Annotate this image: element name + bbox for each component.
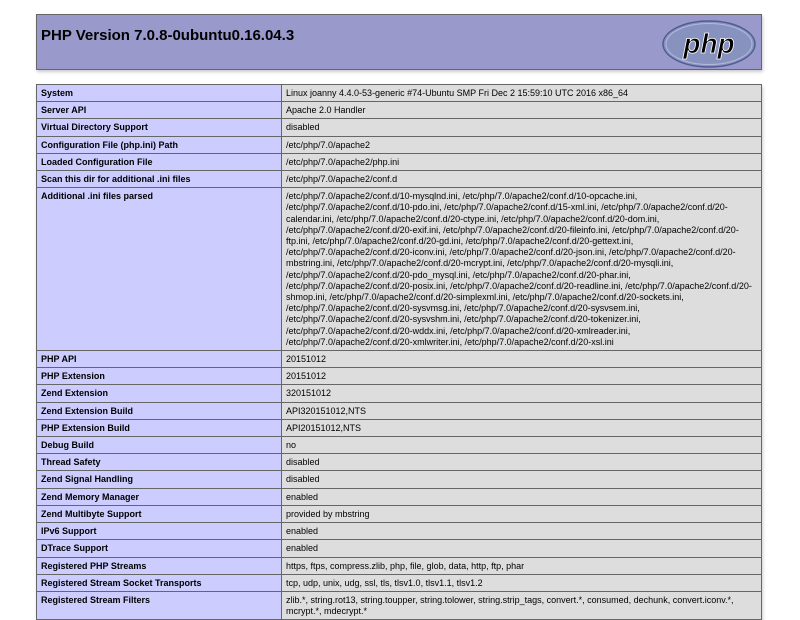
table-row — [37, 136, 762, 153]
row-key: IPv6 Support — [37, 523, 282, 540]
row-key: Zend Multibyte Support — [37, 505, 282, 522]
table-row — [37, 454, 762, 471]
row-value: API20151012,NTS — [282, 419, 762, 436]
table-row — [37, 488, 762, 505]
page-title: PHP Version 7.0.8-0ubuntu0.16.04.3 — [41, 27, 295, 44]
table-row — [37, 351, 762, 368]
row-key: Zend Signal Handling — [37, 471, 282, 488]
row-value: 20151012 — [282, 351, 762, 368]
row-key: Zend Memory Manager — [37, 488, 282, 505]
row-key: Virtual Directory Support — [37, 119, 282, 136]
row-value: enabled — [282, 488, 762, 505]
table-row — [37, 557, 762, 574]
php-logo-text: php — [683, 28, 735, 59]
row-key: System — [37, 85, 282, 102]
row-key: Configuration File (php.ini) Path — [37, 136, 282, 153]
row-key: Thread Safety — [37, 454, 282, 471]
info-table — [36, 84, 762, 620]
row-value: no — [282, 437, 762, 454]
row-value: Linux joanny 4.4.0-53-generic #74-Ubuntu SMP Fri Dec 2 15:59:10 UTC 2016 x86_64 — [282, 85, 762, 102]
table-row — [37, 188, 762, 351]
row-key: Scan this dir for additional .ini files — [37, 171, 282, 188]
row-key: Additional .ini files parsed — [37, 188, 282, 351]
row-value: /etc/php/7.0/apache2 — [282, 136, 762, 153]
row-key: PHP Extension Build — [37, 419, 282, 436]
row-value: zlib.*, string.rot13, string.toupper, string.tolower, string.strip_tags, convert.*, consumed, dechunk, convert.iconv.*, mcrypt.*, mdecrypt.* — [282, 591, 762, 619]
table-row — [37, 574, 762, 591]
row-value: tcp, udp, unix, udg, ssl, tls, tlsv1.0, tlsv1.1, tlsv1.2 — [282, 574, 762, 591]
row-key: PHP Extension — [37, 368, 282, 385]
row-key: Registered PHP Streams — [37, 557, 282, 574]
php-logo — [661, 19, 757, 69]
row-key: Registered Stream Socket Transports — [37, 574, 282, 591]
row-value: /etc/php/7.0/apache2/conf.d/10-mysqlnd.ini, /etc/php/7.0/apache2/conf.d/10-opcache.ini, /etc/php/7.0/apache2/conf.d/10-pdo.ini, /etc/php/7.0/apache2/conf.d/15-xml.ini, /etc/php/7.0/apache2/conf.d/20-calendar.ini, /etc/php/7.0/apache2/conf.d/20-ctype.ini, /etc/php/7.0/apache2/conf.d/20-dom.ini, /etc/php/7.0/apache2/conf.d/20-exif.ini, /etc/php/7.0/apache2/conf.d/20-fileinfo.ini, /etc/php/7.0/apache2/conf.d/20-ftp.ini, /etc/php/7.0/apache2/conf.d/20-gd.ini, /etc/php/7.0/apache2/conf.d/20-gettext.ini, /etc/php/7.0/apache2/conf.d/20-iconv.ini, /etc/php/7.0/apache2/conf.d/20-json.ini, /etc/php/7.0/apache2/conf.d/20-mbstring.ini, /etc/php/7.0/apache2/conf.d/20-mcrypt.ini, /etc/php/7.0/apache2/conf.d/20-mysqli.ini, /etc/php/7.0/apache2/conf.d/20-pdo_mysql.ini, /etc/php/7.0/apache2/conf.d/20-phar.ini, /etc/php/7.0/apache2/conf.d/20-posix.ini, /etc/php/7.0/apache2/conf.d/20-readline.ini, /etc/php/7.0/apache2/conf.d/20-shmop.ini, /etc/php/7.0/apache2/conf.d/20-simplexml.ini, /etc/php/7.0/apache2/conf.d/20-sockets.ini, /etc/php/7.0/apache2/conf.d/20-sysvmsg.ini, /etc/php/7.0/apache2/conf.d/20-sysvsem.ini, /etc/php/7.0/apache2/conf.d/20-sysvshm.ini, /etc/php/7.0/apache2/conf.d/20-tokenizer.ini, /etc/php/7.0/apache2/conf.d/20-wddx.ini, /etc/php/7.0/apache2/conf.d/20-xmlreader.ini, /etc/php/7.0/apache2/conf.d/20-xmlwriter.ini, /etc/php/7.0/apache2/conf.d/20-xsl.ini — [282, 188, 762, 351]
row-value: provided by mbstring — [282, 505, 762, 522]
table-row — [37, 102, 762, 119]
row-value: disabled — [282, 454, 762, 471]
row-key: Loaded Configuration File — [37, 153, 282, 170]
row-value: https, ftps, compress.zlib, php, file, glob, data, http, ftp, phar — [282, 557, 762, 574]
version-header — [36, 14, 762, 70]
table-row — [37, 171, 762, 188]
table-row — [37, 402, 762, 419]
row-key: Zend Extension — [37, 385, 282, 402]
table-row — [37, 540, 762, 557]
row-value: disabled — [282, 471, 762, 488]
row-value: Apache 2.0 Handler — [282, 102, 762, 119]
table-row — [37, 385, 762, 402]
row-value: 20151012 — [282, 368, 762, 385]
row-key: Server API — [37, 102, 282, 119]
info-table-body — [37, 85, 762, 620]
table-row — [37, 85, 762, 102]
row-key: PHP API — [37, 351, 282, 368]
row-value: enabled — [282, 540, 762, 557]
phpinfo-page — [36, 14, 762, 620]
row-key: Registered Stream Filters — [37, 591, 282, 619]
row-value: enabled — [282, 523, 762, 540]
table-row — [37, 471, 762, 488]
table-row — [37, 505, 762, 522]
table-row — [37, 523, 762, 540]
row-key: Zend Extension Build — [37, 402, 282, 419]
row-key: Debug Build — [37, 437, 282, 454]
table-row — [37, 153, 762, 170]
row-value: 320151012 — [282, 385, 762, 402]
table-row — [37, 419, 762, 436]
row-value: /etc/php/7.0/apache2/conf.d — [282, 171, 762, 188]
row-value: API320151012,NTS — [282, 402, 762, 419]
row-key: DTrace Support — [37, 540, 282, 557]
row-value: disabled — [282, 119, 762, 136]
table-row — [37, 437, 762, 454]
row-value: /etc/php/7.0/apache2/php.ini — [282, 153, 762, 170]
table-row — [37, 368, 762, 385]
table-row — [37, 119, 762, 136]
